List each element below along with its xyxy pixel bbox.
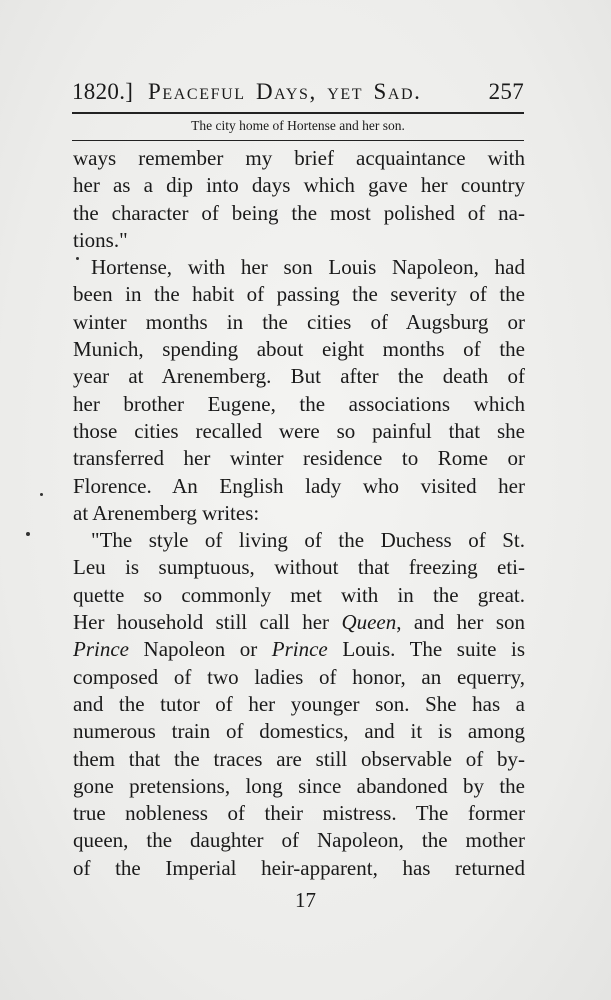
text-line: them that the traces are still observable of by-	[73, 746, 525, 771]
running-header	[72, 74, 524, 110]
header-title: Peaceful Days, yet Sad.	[148, 79, 422, 104]
text-line: her brother Eugene, the associations which	[73, 391, 525, 416]
ink-speck	[26, 532, 30, 536]
text-line: gone pretensions, long since abandoned by the	[73, 773, 525, 798]
text-line: Florence. An English lady who visited her	[73, 473, 525, 498]
text-line: composed of two ladies of honor, an equerry,	[73, 664, 525, 689]
text-line: those cities recalled were so painful that she	[73, 418, 525, 443]
text-line: numerous train of domestics, and it is among	[73, 719, 525, 744]
text-line: of the Imperial heir-apparent, has returned	[73, 855, 525, 880]
text-line: the character of being the most polished of na-	[73, 200, 525, 225]
text-run: , and her son	[396, 610, 525, 635]
text-line: at Arenemberg writes:	[73, 500, 260, 525]
text-line: Leu is sumptuous, without that freezing eti-	[73, 555, 525, 580]
text-line	[73, 609, 525, 636]
ink-speck	[40, 493, 43, 496]
text-line	[73, 636, 525, 663]
body-text	[73, 145, 525, 882]
text-line: "The style of living of the Duchess of St.	[91, 528, 525, 553]
text-line: year at Arenemberg. But after the death of	[73, 364, 525, 389]
italic-word: Queen	[341, 610, 397, 635]
text-run: Her household still call her	[73, 610, 342, 635]
text-line: ways remember my brief acquaintance with	[73, 146, 525, 170]
text-line: winter months in the cities of Augsburg or	[73, 309, 525, 334]
signature-mark: 17	[295, 888, 316, 912]
header-year: 1820.]	[72, 79, 134, 104]
text-line: queen, the daughter of Napoleon, the mother	[73, 828, 525, 853]
text-line: transferred her winter residence to Rome or	[73, 446, 525, 471]
ink-speck	[76, 257, 79, 260]
text-line: been in the habit of passing the severity of the	[73, 282, 525, 307]
header-rule	[72, 112, 524, 114]
text-line: Hortense, with her son Louis Napoleon, had	[91, 255, 525, 280]
text-line: her as a dip into days which gave her country	[73, 173, 525, 198]
text-line: and the tutor of her younger son. She has a	[73, 691, 525, 716]
sidenote: The city home of Hortense and her son.	[191, 118, 405, 133]
page-number: 257	[488, 79, 524, 104]
text-line: quette so commonly met with in the great.	[73, 582, 525, 607]
sidenote-rule	[72, 140, 524, 141]
text-line: Munich, spending about eight months of the	[73, 337, 525, 362]
italic-word: Prince	[271, 637, 328, 662]
text-run: Napoleon or	[128, 637, 272, 662]
italic-word: Prince	[73, 637, 129, 662]
text-line: true nobleness of their mistress. The former	[73, 801, 525, 826]
text-run: Louis. The suite is	[327, 637, 525, 662]
text-line: tions."	[73, 227, 128, 252]
